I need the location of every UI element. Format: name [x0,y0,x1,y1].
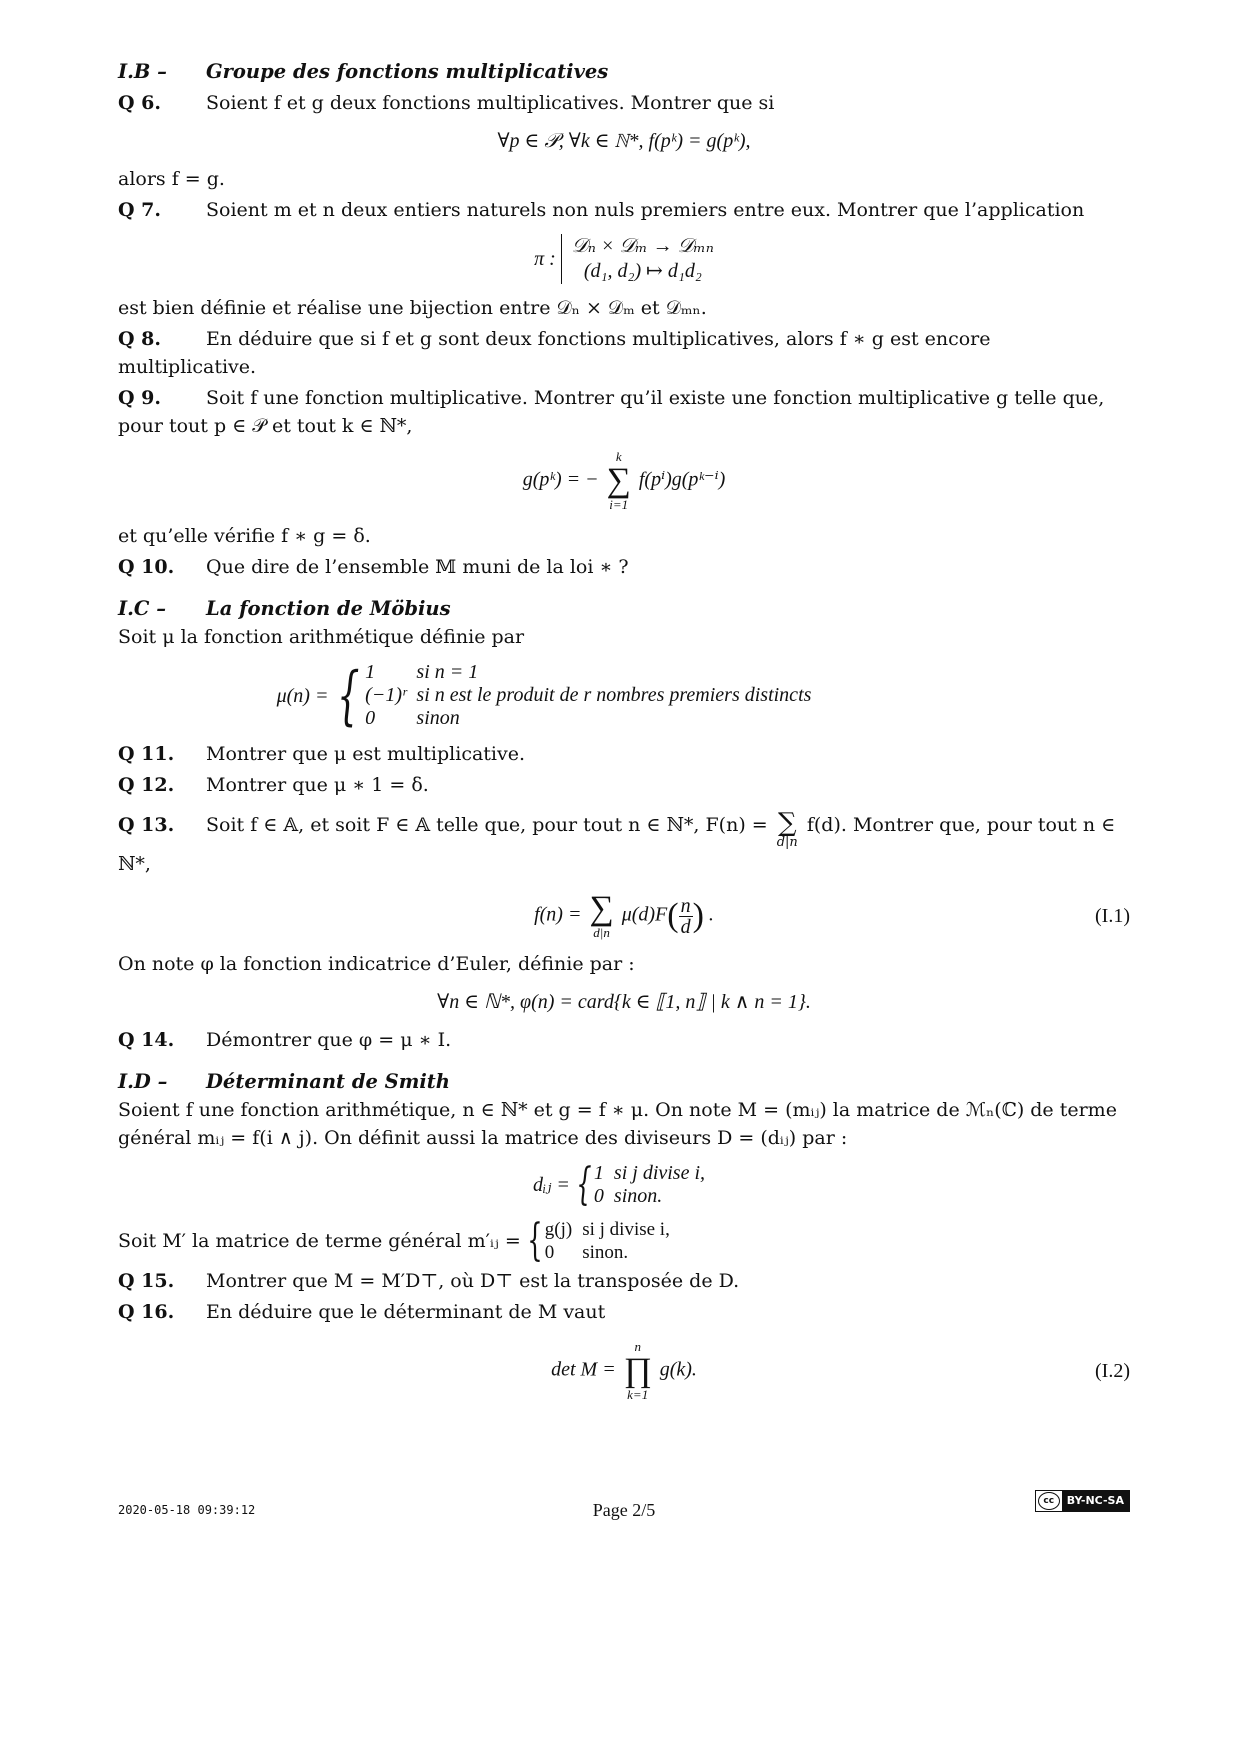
question-text: Montrer que μ est multiplicative. [206,743,526,765]
page-number: Page 2/5 [592,1500,656,1520]
mobius-intro: Soit μ la fonction arithmétique définie par [118,626,525,648]
question-text: Que dire de l’ensemble 𝕄 muni de la loi ∗ ? [206,556,629,578]
case-row [545,1241,680,1264]
case-condition: sinon [416,707,460,729]
case-row [365,707,821,730]
question-12 [118,771,1130,799]
question-label: Q 8. [118,328,162,350]
case-condition: si n = 1 [416,661,479,683]
question-text: Montrer que M = M′D⊤, où D⊤ est la transposée de D. [206,1270,740,1292]
section-title: Groupe des fonctions multiplicatives [206,60,609,83]
formula-euler: ∀n ∈ ℕ*, φ(n) = card{k ∈ ⟦1, n⟧ | k ∧ n = 1}. [437,991,811,1013]
question-6 [118,89,1130,117]
question-label: Q 10. [118,556,175,578]
license-badge [1035,1490,1130,1512]
fraction [679,896,693,937]
euler-intro: On note φ la fonction indicatrice d’Euler, définie par : [118,953,635,975]
question-text: Démontrer que φ = μ ∗ I. [206,1029,452,1051]
case-condition: sinon. [582,1242,629,1263]
timestamp: 2020-05-18 09:39:12 [118,1503,256,1517]
sigma-symbol: ∑ [589,890,614,927]
pi-map-block [561,234,714,284]
sum-operator [589,892,613,940]
question-15 [118,1267,1130,1295]
question-9 [118,384,1130,440]
question-7-after: est bien définie et réalise une bijection entre 𝒟ₙ × 𝒟ₘ et 𝒟ₘₙ. [118,297,707,319]
question-text: En déduire que le déterminant de M vaut [206,1301,606,1323]
sum-lower: d|n [776,835,798,850]
question-label: Q 7. [118,199,162,221]
mprime-case-table [545,1218,680,1264]
pi-row-2: (d₁, d₂) ↦ d₁d₂ [583,260,702,282]
q9-lhs: g(pᵏ) = − [522,468,599,491]
sigma-symbol: ∑ [606,462,631,499]
question-label: Q 6. [118,92,162,114]
question-label: Q 12. [118,774,175,796]
sum-lower: i=1 [609,497,629,512]
det-lhs: det M = [551,1358,616,1381]
d-case-table [594,1162,715,1208]
section-heading-ID [118,1068,1130,1096]
sum-upper: k [615,449,622,464]
formula-det [118,1340,1130,1402]
case-condition: si j divise i, [613,1162,706,1184]
question-9-after: et qu’elle vérifie f ∗ g = δ. [118,525,371,547]
formula-q13: f(n) = ∑ d|n μ(d)F( $\frac{n}{d}$ ) . (I.1) [534,890,1130,940]
case-value: 1 [365,661,376,683]
equation-number: (I.1) [1095,905,1130,927]
license-text: BY-NC-SA [1062,1491,1129,1511]
sum-operator [777,810,798,850]
sum-lower: d|n [593,925,610,940]
page-content [118,58,1130,1412]
case-value: (−1)ʳ [365,684,407,706]
question-text: Montrer que μ ∗ 1 = δ. [206,774,429,796]
q9-rhs: f(pⁱ)g(pᵏ⁻ⁱ) [638,468,726,491]
sigma-symbol: ∑ [777,808,797,838]
prod-lower: k=1 [627,1387,649,1402]
section-number: I.D – [118,1070,168,1093]
pi-row-1: 𝒟ₙ × 𝒟ₘ → 𝒟ₘₙ [571,235,714,257]
d-lhs: dᵢⱼ = [532,1174,570,1196]
section-number: I.B – [118,60,167,83]
formula-d [118,1159,1130,1210]
left-paren: ( [667,897,679,934]
case-value: 1 [593,1162,604,1184]
question-text: Soient m et n deux entiers naturels non nuls premiers entre eux. Montrer que l’application [206,199,1085,221]
question-label: Q 15. [118,1270,175,1292]
left-brace: { [337,658,360,733]
question-label: Q 14. [118,1029,175,1051]
product-operator [624,1340,652,1402]
pi-product-symbol: ∏ [623,1352,652,1389]
section-heading-IC [118,595,1130,623]
case-value: 0 [544,1242,555,1263]
question-label: Q 16. [118,1301,175,1323]
question-16 [118,1298,1130,1326]
case-value: g(j) [544,1219,573,1240]
numerator: n [680,894,691,917]
case-row [365,661,821,684]
formula-q9 [118,450,1130,512]
question-6-after: alors f = g. [118,168,225,190]
q13-rhs: μ(d)F [621,903,668,926]
section-title: Déterminant de Smith [206,1070,450,1093]
case-condition: si n est le produit de r nombres premiers distincts [416,684,812,706]
case-condition: sinon. [613,1185,663,1207]
d-cases [532,1159,715,1210]
formula-pi-map [118,234,1130,284]
question-14 [118,1026,1130,1054]
pi-lhs: π : [534,248,556,270]
mprime-cases [118,1215,680,1266]
question-label: Q 9. [118,387,162,409]
cc-icon: cc [1038,1492,1060,1510]
question-8 [118,325,1130,381]
case-row [365,684,821,707]
mu-cases [276,658,822,733]
page-footer [118,1494,1130,1520]
case-value: 0 [365,707,376,729]
section-number: I.C – [118,597,166,620]
formula-mu [0,658,1130,733]
denominator: d [680,915,691,938]
question-label: Q 11. [118,743,175,765]
question-text-2: f(d). Montrer que, pour tout n ∈ ℕ*, [118,814,1116,875]
question-text: Soit f ∈ 𝔸, et soit F ∈ 𝔸 telle que, pour tout n ∈ ℕ*, F(n) = [206,814,768,836]
prod-upper: n [634,1339,641,1354]
question-11 [118,740,1130,768]
case-condition: si j divise i, [582,1219,670,1240]
question-label: Q 13. [118,814,175,836]
question-text: Soient f et g deux fonctions multiplicatives. Montrer que si [206,92,775,114]
question-text: En déduire que si f et g sont deux fonctions multiplicatives, alors f ∗ g est encore multiplicative. [118,328,991,378]
mprime-intro: Soit M′ la matrice de terme général m′ᵢⱼ = [118,1230,521,1252]
question-13 [118,802,1130,878]
sum-operator [607,450,631,512]
left-brace: { [576,1159,592,1210]
case-value: 0 [593,1185,604,1207]
section-heading-IB [118,58,1130,86]
case-row [545,1218,680,1241]
left-brace: { [527,1215,543,1266]
q13-lhs: f(n) = [534,903,582,926]
case-row [594,1185,715,1208]
question-10 [118,553,1130,581]
section-title: La fonction de Möbius [206,597,451,620]
mprime-line [118,1215,1130,1266]
case-row [594,1162,715,1185]
smith-intro: Soient f une fonction arithmétique, n ∈ ℕ* et g = f ∗ μ. On note M = (mᵢⱼ) la matrice de ℳₙ(ℂ) de terme général mᵢⱼ = f(i ∧ j). On définit aussi la matrice des diviseurs D = (dᵢⱼ) par : [118,1099,1117,1149]
question-text: Soit f une fonction multiplicative. Montrer qu’il existe une fonction multiplicative g telle que, pour tout p ∈ 𝒫 et tout k ∈ ℕ*, [118,387,1105,437]
right-paren: ) [692,897,704,934]
det-rhs: g(k). [659,1358,697,1381]
mu-lhs: μ(n) = [276,684,329,707]
equation-number: (I.2) [1095,1360,1130,1382]
mu-case-table [365,661,821,730]
formula-q6: ∀p ∈ 𝒫, ∀k ∈ ℕ*, f(pᵏ) = g(pᵏ), [497,130,751,152]
question-7 [118,196,1130,224]
